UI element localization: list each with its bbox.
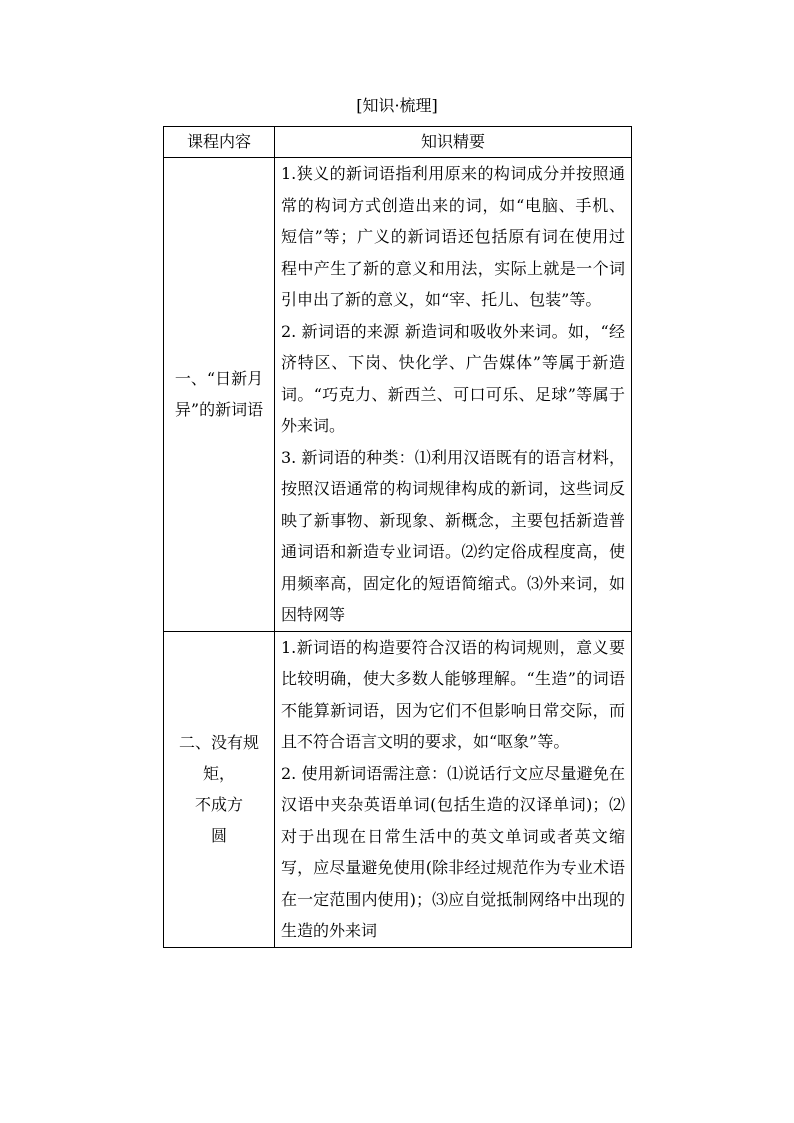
topic-line: 圆 <box>210 826 227 845</box>
column-header-knowledge-essentials: 知识精要 <box>275 127 632 158</box>
topic-cell <box>164 158 275 632</box>
topic-line: 不成方 <box>194 795 243 814</box>
content-cell <box>275 158 632 632</box>
table-row <box>164 631 632 947</box>
topic-line: 一、“日新月 <box>174 369 264 389</box>
column-header-course-content: 课程内容 <box>164 127 275 158</box>
content-paragraph: 1.狭义的新词语指利用原来的构词成分并按照通常的构词方式创造出来的词，如“电脑、手机、短信”等；广义的新词语还包括原有词在使用过程中产生了新的意义和用法，实际上就是一个词引申出了新的意义，如“宰、托儿、包装”等。 <box>281 164 625 309</box>
content-paragraph: 2. 使用新词语需注意：⑴说话行文应尽量避免在汉语中夹杂英语单词(包括生造的汉译单词)；⑵对于出现在日常生活中的英文单词或者英文缩写，应尽量避免使用(除非经过规范作为专业术语在一定范围内使用)；⑶应自觉抵制网络中出现的生造的外来词 <box>281 763 625 940</box>
topic-cell <box>164 631 275 947</box>
knowledge-table <box>163 126 632 948</box>
content-cell <box>275 631 632 947</box>
topic-line: 异”的新词语 <box>174 400 264 420</box>
topic-line: 二、没有规矩， <box>178 733 259 783</box>
section-heading: [知识·梳理] <box>356 96 438 115</box>
table-row <box>164 158 632 632</box>
content-paragraph: 1.新词语的构造要符合汉语的构词规则，意义要比较明确，使大多数人能够理解。“生造”的词语不能算新词语，因为它们不但影响日常交际，而且不符合语言文明的要求，如“呕象”等。 <box>281 637 625 751</box>
content-paragraph: 3. 新词语的种类：⑴利用汉语既有的语言材料，按照汉语通常的构词规律构成的新词，这些词反映了新事物、新现象、新概念，主要包括新造普通词语和新造专业词语。⑵约定俗成程度高，使用频率高，固定化的短语简缩式。⑶外来词，如因特网等 <box>281 447 625 624</box>
content-paragraph: 2. 新词语的来源 新造词和吸收外来词。如，“经济特区、下岗、快化学、广告媒体”等属于新造词。“巧克力、新西兰、可口可乐、足球”等属于外来词。 <box>281 321 625 435</box>
table-header-row <box>164 127 632 158</box>
